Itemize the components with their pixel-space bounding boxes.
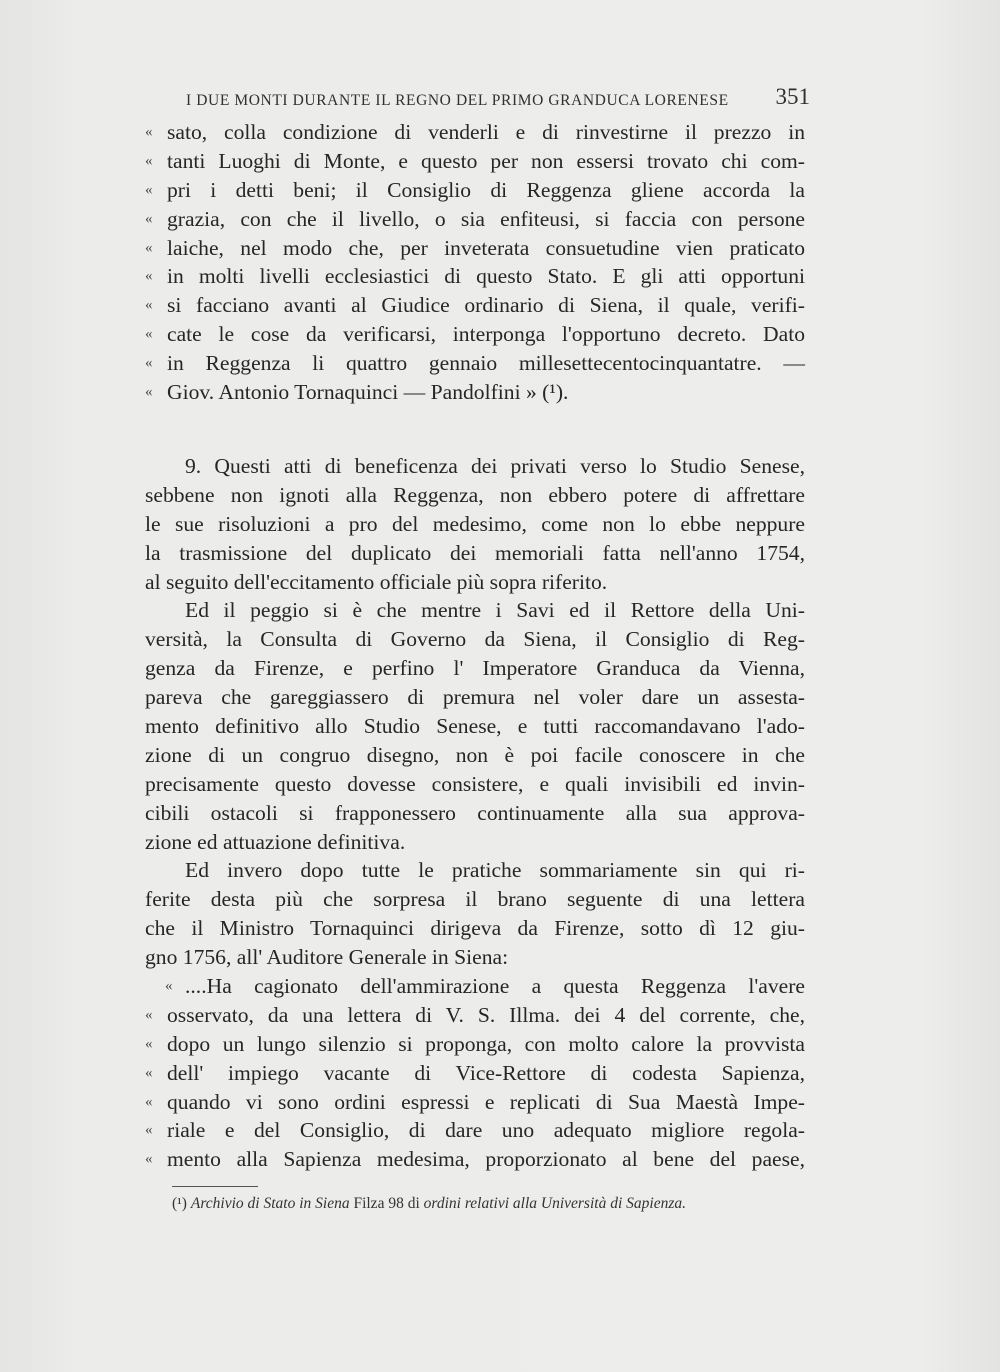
quote-mark: « xyxy=(145,239,153,256)
footnote-marker: (¹) xyxy=(172,1195,187,1212)
footnote xyxy=(172,1195,812,1213)
quote-mark: « xyxy=(145,1093,153,1110)
quoted-letter-line: « riale e del Consiglio, di dare uno adequato migliore regola- xyxy=(145,1116,805,1145)
quoted-letter-line: « osservato, da una lettera di V. S. Illma. dei 4 del corrente, che, xyxy=(145,1001,805,1030)
text-line: le sue risoluzioni a pro del medesimo, come non lo ebbe neppure xyxy=(145,511,805,536)
quote-mark: « xyxy=(145,1064,153,1081)
text-line: la trasmissione del duplicato dei memoriali fatta nell'anno 1754, xyxy=(145,540,805,565)
quoted-decree-text xyxy=(145,118,805,407)
text-line: « pri i detti beni; il Consiglio di Reggenza gliene accorda la xyxy=(145,176,805,205)
text-line: « cate le cose da verificarsi, interponga l'opportuno decreto. Dato xyxy=(145,320,805,349)
text-line: versità, la Consulta di Governo da Siena, il Consiglio di Reg- xyxy=(145,627,805,652)
quote-mark: « xyxy=(145,297,153,314)
text-line: pareva che gareggiassero di premura nel voler dare un assesta- xyxy=(145,685,805,710)
text-line: precisamente questo dovesse consistere, e quali invisibili ed invin- xyxy=(145,771,805,796)
footnote-source-archive: Archivio di Stato in Siena xyxy=(190,1195,350,1212)
quote-mark: « xyxy=(145,181,153,198)
quoted-letter-line: « mento alla Sapienza medesima, proporzionato al bene del paese, xyxy=(145,1145,805,1174)
quote-mark: « xyxy=(145,1035,153,1052)
quote-mark: « xyxy=(165,978,173,995)
quote-mark: « xyxy=(145,268,153,285)
footnote-source-title: ordini relativi alla Università di Sapienza. xyxy=(423,1195,686,1212)
text-line: « sato, colla condizione di venderli e di rinvestirne il prezzo in xyxy=(145,118,805,147)
paragraph-start: 9. Questi atti di beneficenza dei privati verso lo Studio Senese, xyxy=(185,454,805,478)
text-line: « grazia, con che il livello, o sia enfiteusi, si faccia con persone xyxy=(145,205,805,234)
quote-mark: « xyxy=(145,1151,153,1168)
text-line: « si facciano avanti al Giudice ordinario di Siena, il quale, verifi- xyxy=(145,291,805,320)
text-line: ferite desta più che sorpresa il brano seguente di una lettera xyxy=(145,887,805,912)
text-line: genza da Firenze, e perfino l' Imperatore Granduca da Vienna, xyxy=(145,656,805,681)
running-title: I DUE MONTI DURANTE IL REGNO DEL PRIMO GRANDUCA LORENESE xyxy=(186,92,729,109)
quoted-letter-line: « dell' impiego vacante di Vice-Rettore di codesta Sapienza, xyxy=(145,1059,805,1088)
quote-mark: « xyxy=(145,210,153,227)
quoted-letter-line: « quando vi sono ordini espressi e replicati di Sua Maestà Impe- xyxy=(145,1088,805,1117)
quoted-letter-line: « dopo un lungo silenzio si proponga, con molto calore la provvista xyxy=(145,1030,805,1059)
quote-mark: « xyxy=(145,326,153,343)
page-header xyxy=(186,84,810,114)
text-line: zione ed attuazione definitiva. xyxy=(145,829,406,854)
page-number: 351 xyxy=(775,84,810,109)
quote-mark: « xyxy=(145,124,153,140)
text-line: « tanti Luoghi di Monte, e questo per non essersi trovato chi com- xyxy=(145,147,805,176)
text-line: « Giov. Antonio Tornaquinci — Pandolfini » (¹). xyxy=(145,378,805,407)
text-line: al seguito dell'eccitamento officiale più sopra riferito. xyxy=(145,569,608,594)
section-9-text xyxy=(145,452,805,1174)
text-line: « in Reggenza li quattro gennaio millesettecentocinquantatre. — xyxy=(145,349,805,378)
text-line: gno 1756, all' Auditore Generale in Siena: xyxy=(145,945,509,970)
quote-mark: « xyxy=(145,1006,153,1023)
quoted-letter-line: « ....Ha cagionato dell'ammirazione a questa Reggenza l'avere xyxy=(145,972,805,1001)
paragraph-start: Ed il peggio si è che mentre i Savi ed il Rettore della Uni- xyxy=(185,598,805,623)
quote-mark: « xyxy=(145,384,153,401)
text-line: « in molti livelli ecclesiastici di questo Stato. E gli atti opportuni xyxy=(145,262,805,291)
text-line: che il Ministro Tornaquinci dirigeva da Firenze, sotto dì 12 giu- xyxy=(145,916,805,941)
footnote-divider xyxy=(172,1186,258,1187)
quote-mark: « xyxy=(145,355,153,372)
text-line: sebbene non ignoti alla Reggenza, non ebbero potere di affrettare xyxy=(145,482,805,507)
text-line: « laiche, nel modo che, per inveterata consuetudine vien praticato xyxy=(145,234,805,263)
footnote-middle: Filza 98 di xyxy=(353,1195,420,1212)
text-line: cibili ostacoli si frapponessero continuamente alla sua approva- xyxy=(145,800,805,825)
quote-mark: « xyxy=(145,1122,153,1139)
text-line: mento definitivo allo Studio Senese, e tutti raccomandavano l'ado- xyxy=(145,714,805,739)
text-line: zione di un congruo disegno, non è poi facile conoscere in che xyxy=(145,742,805,767)
paragraph-start: Ed invero dopo tutte le pratiche sommariamente sin qui ri- xyxy=(185,858,805,883)
quote-mark: « xyxy=(145,152,153,169)
